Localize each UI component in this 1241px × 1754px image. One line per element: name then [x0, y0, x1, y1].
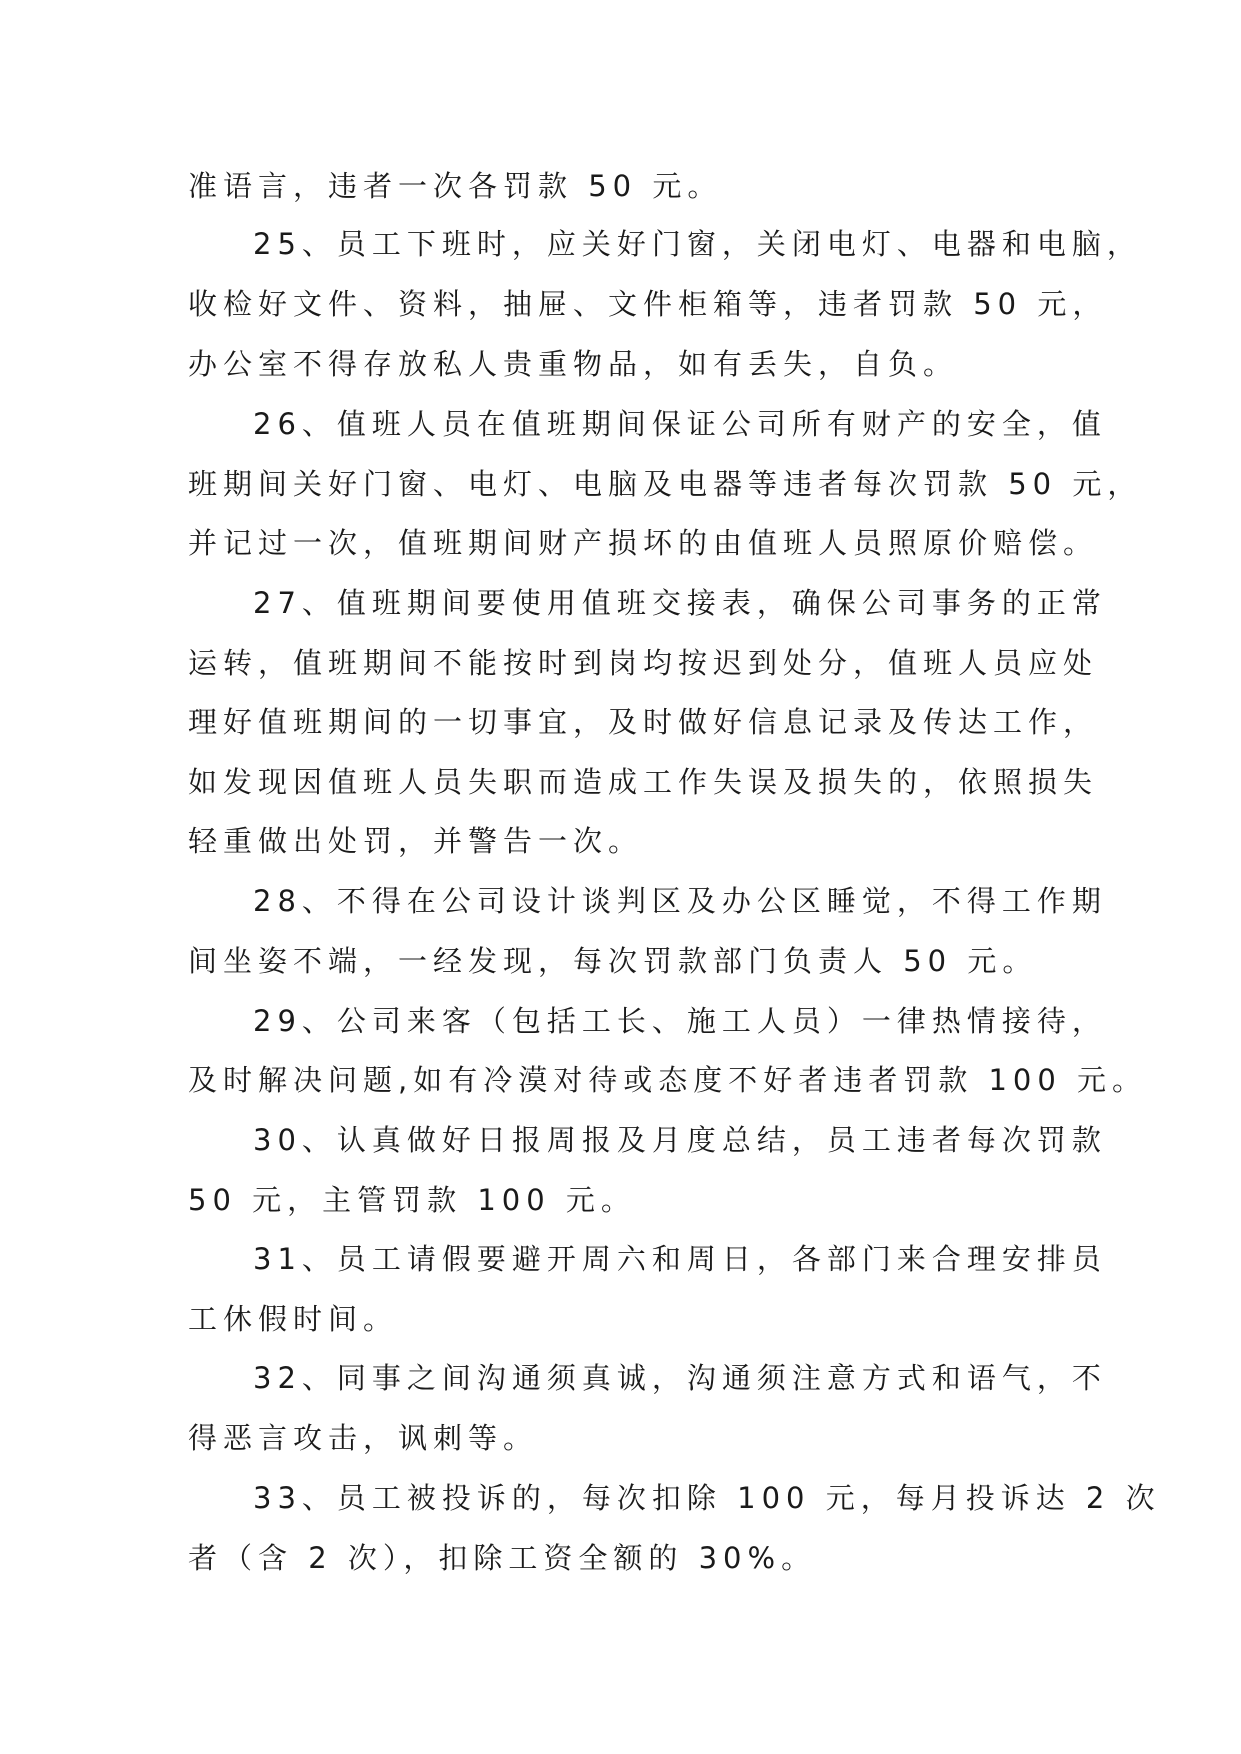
text-line: 25、员工下班时，应关好门窗，关闭电灯、电器和电脑， — [253, 227, 1142, 261]
text-line: 间坐姿不端，一经发现，每次罚款部门负责人 50 元。 — [188, 944, 1038, 978]
text-line: 30、认真做好日报周报及月度总结，员工违者每次罚款 — [253, 1123, 1107, 1157]
text-line: 28、不得在公司设计谈判区及办公区睡觉，不得工作期 — [253, 884, 1107, 918]
text-line: 33、员工被投诉的，每次扣除 100 元，每月投诉达 2 次 — [253, 1481, 1161, 1515]
text-line: 32、同事之间沟通须真诚，沟通须注意方式和语气，不 — [253, 1361, 1107, 1395]
text-line: 准语言，违者一次各罚款 50 元。 — [188, 169, 723, 203]
text-line: 理好值班期间的一切事宜，及时做好信息记录及传达工作， — [188, 705, 1099, 739]
text-line: 26、值班人员在值班期间保证公司所有财产的安全，值 — [253, 407, 1107, 441]
text-line: 及时解决问题,如有冷漠对待或态度不好者违者罚款 100 元。 — [188, 1063, 1148, 1097]
text-line: 27、值班期间要使用值班交接表，确保公司事务的正常 — [253, 586, 1107, 620]
text-line: 50 元，主管罚款 100 元。 — [188, 1183, 636, 1217]
text-line: 得恶言攻击，讽刺等。 — [188, 1421, 539, 1455]
text-line: 办公室不得存放私人贵重物品，如有丢失，自负。 — [188, 347, 959, 381]
text-line: 收检好文件、资料，抽屉、文件柜箱等，违者罚款 50 元， — [188, 287, 1108, 321]
text-line: 轻重做出处罚，并警告一次。 — [188, 824, 644, 858]
text-line: 工休假时间。 — [188, 1302, 399, 1336]
text-line: 班期间关好门窗、电灯、电脑及电器等违者每次罚款 50 元， — [188, 467, 1143, 501]
text-line: 并记过一次，值班期间财产损坏的由值班人员照原价赔偿。 — [188, 526, 1099, 560]
text-line: 31、员工请假要避开周六和周日，各部门来合理安排员 — [253, 1242, 1107, 1276]
text-line: 如发现因值班人员失职而造成工作失误及损失的，依照损失 — [188, 765, 1099, 799]
text-line: 运转，值班期间不能按时到岗均按迟到处分，值班人员应处 — [188, 646, 1099, 680]
text-line: 29、公司来客（包括工长、施工人员）一律热情接待， — [253, 1004, 1107, 1038]
text-line: 者（含 2 次），扣除工资全额的 30%。 — [188, 1541, 817, 1575]
